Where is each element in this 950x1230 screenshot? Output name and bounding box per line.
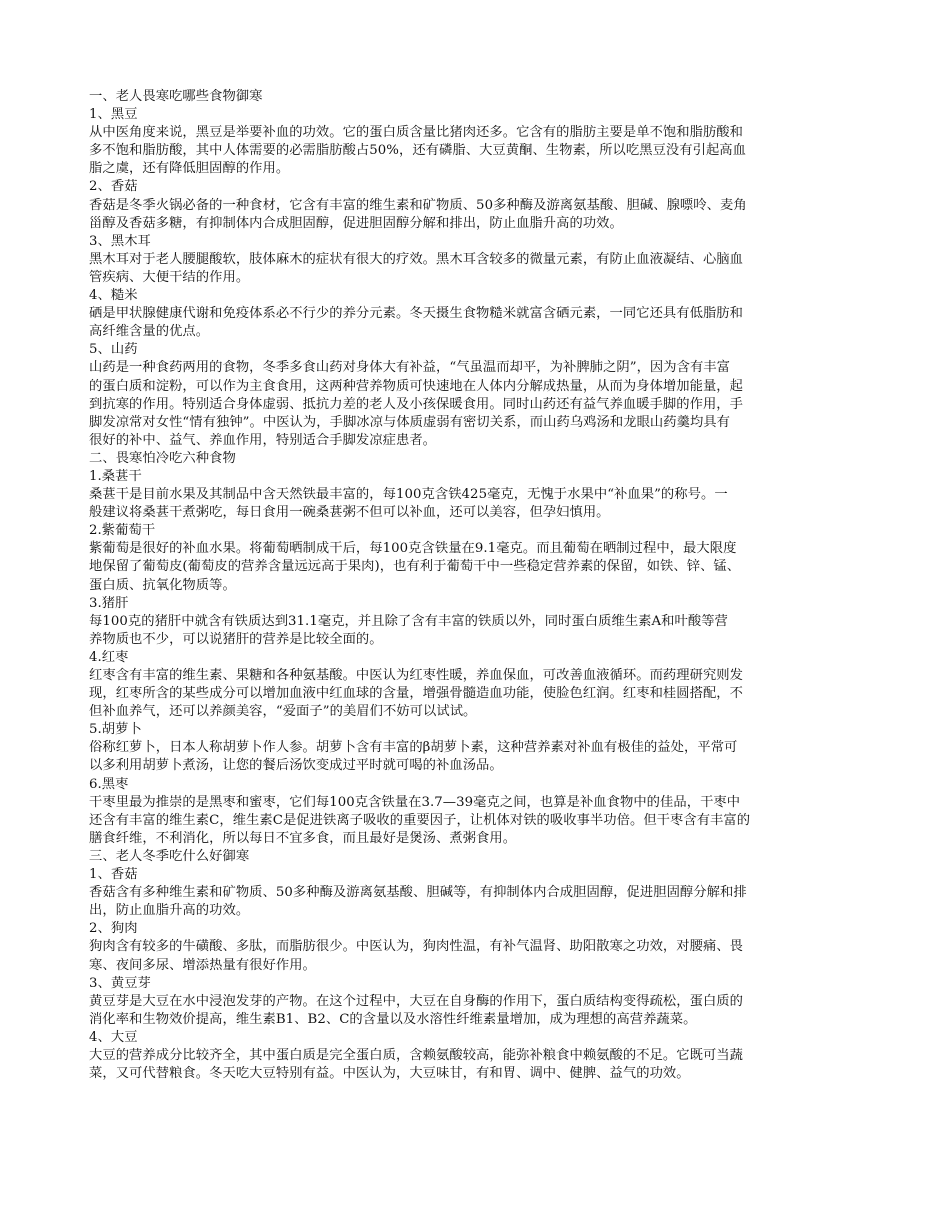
text-line: 膳食纤维，不利消化，所以每日不宜多食，而且最好是煲汤、煮粥食用。 xyxy=(89,830,517,846)
text-line: 脚发凉常对女性“情有独钟”。中医认为，手脚冰凉与体质虚弱有密切关系，而山药乌鸡汤和龙眼山药羹均具有 xyxy=(89,414,730,430)
text-line: 硒是甲状腺健康代谢和免疫体系必不行少的养分元素。冬天摄生食物糙米就富含硒元素，一同它还具有低脂肪和 xyxy=(89,306,743,322)
text-line: 1.桑葚干 xyxy=(89,468,142,484)
text-line: 寒、夜间多尿、增添热量有很好作用。 xyxy=(89,957,316,973)
text-line: 黑木耳对于老人腰腿酸软，肢体麻木的症状有很大的疗效。黑木耳含较多的微量元素，有防止血液凝结、心脑血 xyxy=(89,251,743,267)
text-line: 脂之虞，还有降低胆固醇的作用。 xyxy=(89,161,290,177)
text-line: 每100克的猪肝中就含有铁质达到31.1毫克，并且除了含有丰富的铁质以外，同时蛋白质维生素A和叶酸等营 xyxy=(89,613,728,629)
text-line: 三、老人冬季吃什么好御寒 xyxy=(89,848,250,864)
text-line: 大豆的营养成分比较齐全，其中蛋白质是完全蛋白质，含赖氨酸较高，能弥补粮食中赖氨酸的不足。它既可当蔬 xyxy=(89,1047,743,1063)
text-line: 还含有丰富的维生素C，维生素C是促进铁离子吸收的重要因子，让机体对铁的吸收事半功倍。但干枣含有丰富的 xyxy=(89,812,751,828)
text-line: 地保留了葡萄皮(葡萄皮的营养含量远远高于果肉)，也有利于葡萄干中一些稳定营养素的保留，如铁、锌、锰、 xyxy=(89,559,741,575)
text-line: 4.红枣 xyxy=(89,649,129,665)
text-line: 养物质也不少，可以说猪肝的营养是比较全面的。 xyxy=(89,631,383,647)
text-line: 菜，又可代替粮食。冬天吃大豆特别有益。中医认为，大豆味甘，有和胃、调中、健脾、益气的功效。 xyxy=(89,1066,690,1082)
text-line: 很好的补中、益气、养血作用，特别适合手脚发凉症患者。 xyxy=(89,432,437,448)
text-line: 二、畏寒怕冷吃六种食物 xyxy=(89,450,236,466)
text-line: 多不饱和脂肪酸，其中人体需要的必需脂肪酸占50%，还有磷脂、大豆黄酮、生物素，所以吃黑豆没有引起高血 xyxy=(89,143,747,159)
text-line: 2、香菇 xyxy=(89,179,138,195)
text-line: 的蛋白质和淀粉，可以作为主食食用，这两种营养物质可快速地在人体内分解成热量，从而为身体增加能量，起 xyxy=(89,378,743,394)
text-line: 干枣里最为推崇的是黑枣和蜜枣，它们每100克含铁量在3.7—39毫克之间，也算是补血食物中的佳品，干枣中 xyxy=(89,794,741,810)
text-line: 4、糙米 xyxy=(89,288,138,304)
text-line: 狗肉含有较多的牛磺酸、多肽，而脂肪很少。中医认为，狗肉性温，有补气温肾、助阳散寒之功效，对腰痛、畏 xyxy=(89,939,743,955)
text-line: 3、黑木耳 xyxy=(89,233,151,249)
text-line: 高纤维含量的优点。 xyxy=(89,324,210,340)
text-line: 1、黑豆 xyxy=(89,107,138,123)
text-line: 般建议将桑葚干煮粥吃，每日食用一碗桑葚粥不但可以补血，还可以美容，但孕妇慎用。 xyxy=(89,505,610,521)
text-line: 山药是一种食药两用的食物，冬季多食山药对身体大有补益，“气虽温而却平，为补脾肺之阴”，因为含有丰富 xyxy=(89,360,730,376)
text-line: 现，红枣所含的某些成分可以增加血液中红血球的含量，增强骨髓造血功能，使脸色红润。红枣和桂圆搭配，不 xyxy=(89,686,743,702)
text-line: 桑葚干是目前水果及其制品中含天然铁最丰富的，每100克含铁425毫克，无愧于水果中“补血果”的称号。一 xyxy=(89,487,728,503)
text-line: 5.胡萝卜 xyxy=(89,722,142,738)
text-line: 甾醇及香菇多糖，有抑制体内合成胆固醇，促进胆固醇分解和排出，防止血脂升高的功效。 xyxy=(89,215,623,231)
text-line: 红枣含有丰富的维生素、果糖和各种氨基酸。中医认为红枣性暖，养血保血，可改善血液循环。而药理研究则发 xyxy=(89,668,743,683)
text-line: 到抗寒的作用。特别适合身体虚弱、抵抗力差的老人及小孩保暖食用。同时山药还有益气养血暖手脚的作用，手 xyxy=(89,396,743,412)
text-line: 3.猪肝 xyxy=(89,595,129,611)
text-line: 6.黑枣 xyxy=(89,776,129,792)
text-line: 从中医角度来说，黑豆是举要补血的功效。它的蛋白质含量比猪肉还多。它含有的脂肪主要是单不饱和脂肪酸和 xyxy=(89,125,743,141)
text-line: 香菇是冬季火锅必备的一种食材，它含有丰富的维生素和矿物质、50多种酶及游离氨基酸、胆碱、腺嘌呤、麦角 xyxy=(89,197,747,213)
text-line: 5、山药 xyxy=(89,342,138,358)
text-line: 管疾病、大便干结的作用。 xyxy=(89,269,250,285)
text-line: 黄豆芽是大豆在水中浸泡发芽的产物。在这个过程中，大豆在自身酶的作用下，蛋白质结构变得疏松，蛋白质的 xyxy=(89,993,743,1009)
text-line: 紫葡萄是很好的补血水果。将葡萄晒制成干后，每100克含铁量在9.1毫克。而且葡萄在晒制过程中，最大限度 xyxy=(89,541,737,557)
text-line: 2.紫葡萄干 xyxy=(89,523,156,539)
text-line: 1、香菇 xyxy=(89,867,138,883)
text-line: 以多利用胡萝卜煮汤，让您的餐后汤饮变成过平时就可喝的补血汤品。 xyxy=(89,758,503,774)
text-line: 3、黄豆芽 xyxy=(89,975,151,991)
text-line: 香菇含有多种维生素和矿物质、50多种酶及游离氨基酸、胆碱等，有抑制体内合成胆固醇，促进胆固醇分解和排 xyxy=(89,885,747,901)
text-line: 但补血养气，还可以养颜美容，“爱面子”的美眉们不妨可以试试。 xyxy=(89,704,477,720)
text-line: 4、大豆 xyxy=(89,1029,138,1045)
document-body xyxy=(89,88,861,1083)
text-line: 2、狗肉 xyxy=(89,921,138,937)
text-line: 俗称红萝卜，日本人称胡萝卜作人参。胡萝卜含有丰富的β胡萝卜素，这种营养素对补血有极佳的益处，平常可 xyxy=(89,740,738,756)
text-line: 出，防止血脂升高的功效。 xyxy=(89,903,250,919)
text-line: 蛋白质、抗氧化物质等。 xyxy=(89,577,236,593)
text-line: 一、老人畏寒吃哪些食物御寒 xyxy=(89,89,263,104)
text-line: 消化率和生物效价提高，维生素B1、B2、C的含量以及水溶性纤维素量增加，成为理想的高营养蔬菜。 xyxy=(89,1011,697,1027)
